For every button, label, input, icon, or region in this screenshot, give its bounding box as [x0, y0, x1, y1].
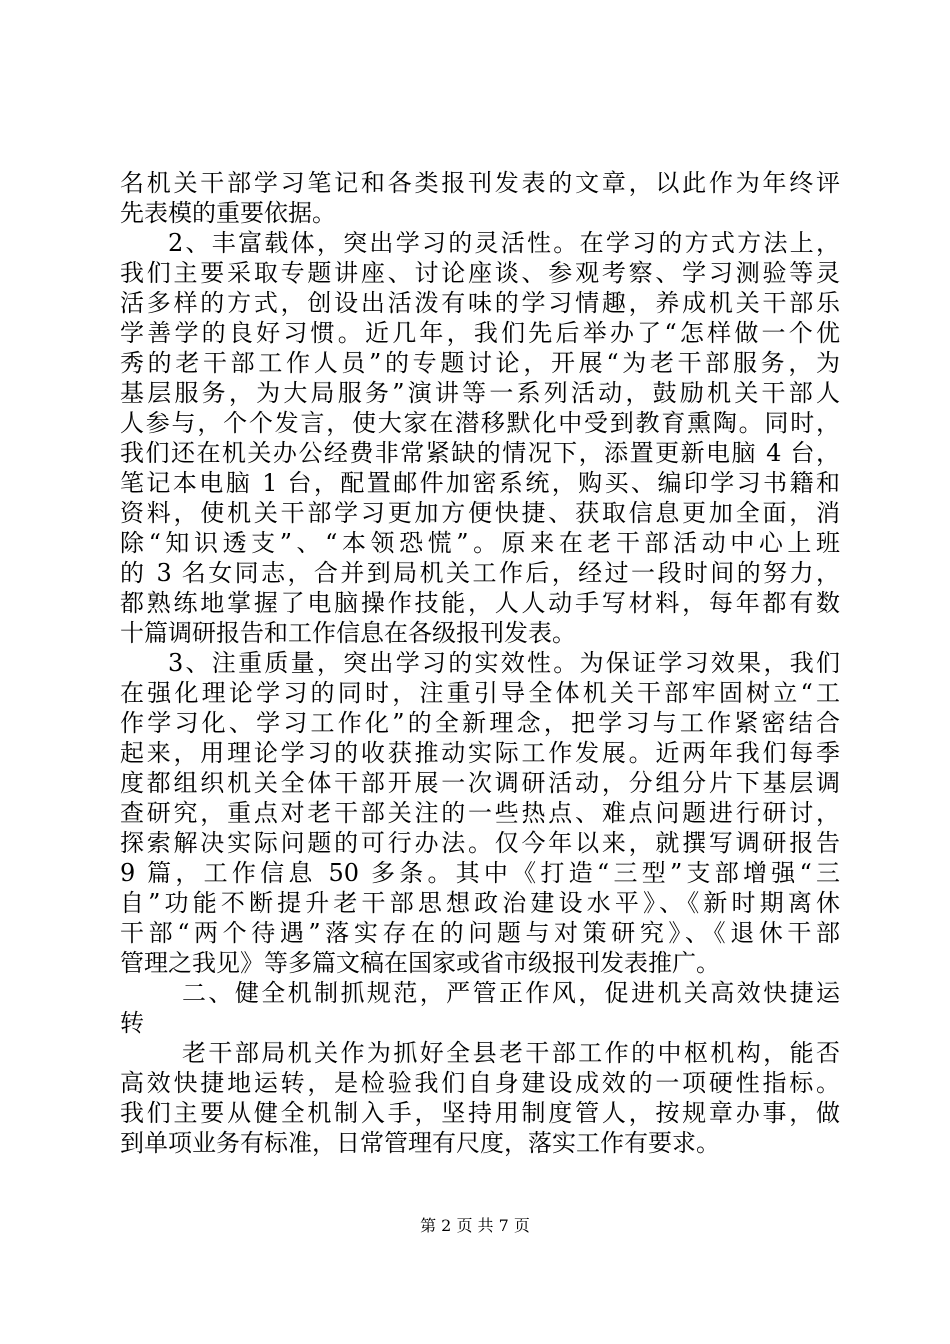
text-line: 资料，使机关干部学习更加方便快捷、获取信息更加全面，消: [120, 499, 840, 527]
text-line: 起来，用理论学习的收获推动实际工作发展。近两年我们每季: [120, 739, 840, 767]
text-line: 除“知识透支”、“本领恐慌”。原来在老干部活动中心上班: [120, 529, 840, 557]
text-line: 干部“两个待遇”落实存在的问题与对策研究》、《退休干部: [120, 919, 840, 947]
text-line: 高效快捷地运转，是检验我们自身建设成效的一项硬性指标。: [120, 1069, 840, 1097]
text-line: 老干部局机关作为抓好全县老干部工作的中枢机构，能否: [182, 1039, 840, 1067]
text-line: 3、注重质量，突出学习的实效性。为保证学习效果，我们: [168, 649, 840, 677]
text-line: 9 篇，工作信息 50 多条。其中《打造“三型”支部增强“三: [120, 859, 840, 887]
text-line: 管理之我见》等多篇文稿在国家或省市级报刊发表推广。: [120, 949, 720, 977]
text-line: 我们还在机关办公经费非常紧缺的情况下，添置更新电脑 4 台，: [120, 439, 840, 467]
section-heading-line: 转: [120, 1009, 144, 1037]
page-footer: 第 2 页 共 7 页: [420, 1216, 530, 1235]
text-line: 活多样的方式，创设出活泼有味的学习情趣，养成机关干部乐: [120, 289, 840, 317]
text-line: 基层服务，为大局服务”演讲等一系列活动，鼓励机关干部人: [120, 379, 840, 407]
text-line: 学善学的良好习惯。近几年，我们先后举办了“怎样做一个优: [120, 319, 840, 347]
text-line: 笔记本电脑 1 台，配置邮件加密系统，购买、编印学习书籍和: [120, 469, 840, 497]
text-line: 到单项业务有标准，日常管理有尺度，落实工作有要求。: [120, 1129, 720, 1157]
text-line: 自”功能不断提升老干部思想政治建设水平》、《新时期离休: [120, 889, 840, 917]
text-line: 先表模的重要依据。: [120, 199, 336, 227]
text-line: 查研究，重点对老干部关注的一些热点、难点问题进行研讨，: [120, 799, 840, 827]
text-line: 探索解决实际问题的可行办法。仅今年以来，就撰写调研报告: [120, 829, 840, 857]
text-line: 十篇调研报告和工作信息在各级报刊发表。: [120, 619, 576, 647]
text-line: 我们主要采取专题讲座、讨论座谈、参观考察、学习测验等灵: [120, 259, 840, 287]
text-line: 都熟练地掌握了电脑操作技能，人人动手写材料，每年都有数: [120, 589, 840, 617]
text-line: 度都组织机关全体干部开展一次调研活动，分组分片下基层调: [120, 769, 840, 797]
text-line: 人参与，个个发言，使大家在潜移默化中受到教育熏陶。同时，: [120, 409, 840, 437]
text-line: 秀的老干部工作人员”的专题讨论，开展“为老干部服务，为: [120, 349, 840, 377]
text-line: 的 3 名女同志，合并到局机关工作后，经过一段时间的努力，: [120, 559, 840, 587]
text-line: 名机关干部学习笔记和各类报刊发表的文章，以此作为年终评: [120, 169, 840, 197]
text-line: 2、丰富载体，突出学习的灵活性。在学习的方式方法上，: [168, 229, 840, 257]
body-text: [120, 168, 840, 1158]
text-line: 作学习化、学习工作化”的全新理念，把学习与工作紧密结合: [120, 709, 840, 737]
text-line: 我们主要从健全机制入手，坚持用制度管人，按规章办事，做: [120, 1099, 840, 1127]
section-heading-line: 二、健全机制抓规范，严管正作风，促进机关高效快捷运: [182, 979, 840, 1007]
text-line: 在强化理论学习的同时，注重引导全体机关干部牢固树立“工: [120, 679, 840, 707]
